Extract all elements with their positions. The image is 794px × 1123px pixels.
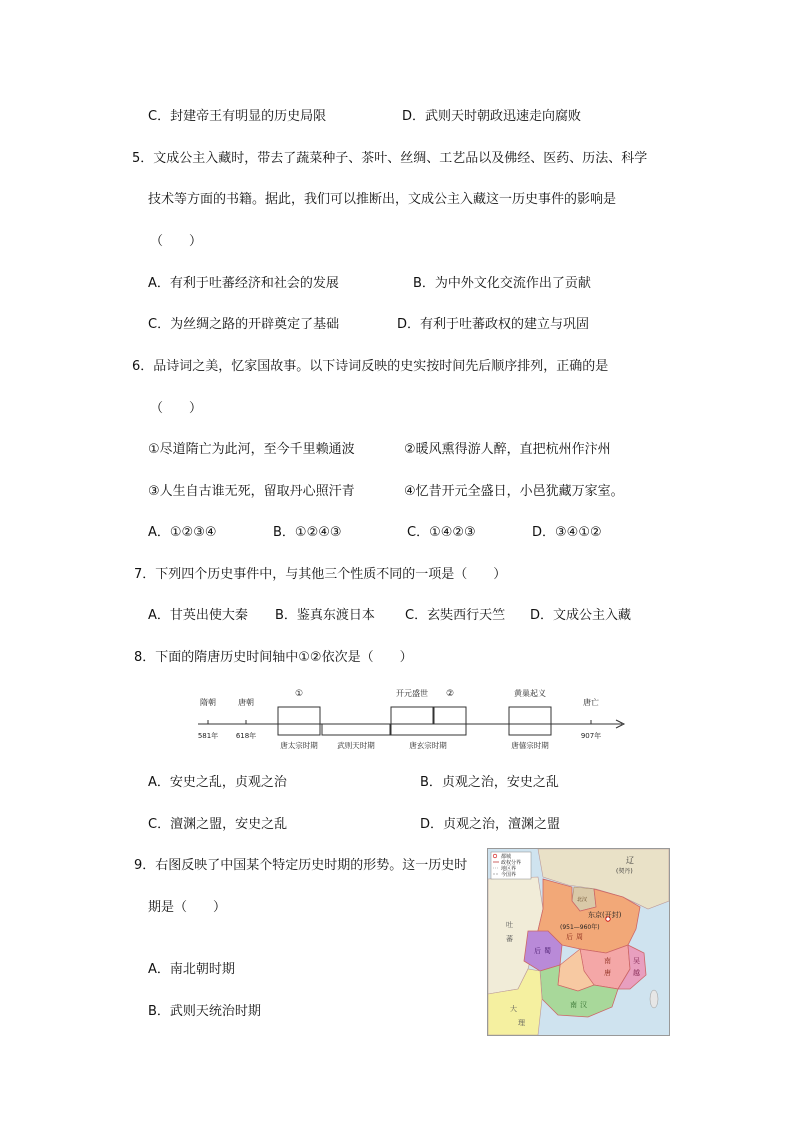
label-xuanzong: 唐玄宗时期 (409, 741, 447, 750)
q5-option-d: D．有利于吐蕃政权的建立与巩固 (397, 317, 590, 332)
label-tang: 唐朝 (238, 698, 254, 707)
label-wuyue-1: 吴 (633, 957, 640, 965)
box-huangchao (509, 707, 551, 724)
year-581: 581年 (197, 732, 219, 740)
label-dali-2: 理 (518, 1019, 525, 1027)
legend-country: 今国界 (501, 872, 517, 878)
q8-option-a: A．安史之乱，贞观之治 (148, 775, 287, 790)
box-xuanzong (391, 724, 466, 735)
year-618: 618年 (235, 732, 257, 740)
q5-option-a: A．有利于吐蕃经济和社会的发展 (148, 276, 339, 291)
q9-option-b: B．武则天统治时期 (148, 1004, 261, 1019)
q8-option-d: D．贞观之治，澶渊之盟 (420, 817, 561, 832)
label-tang-end: 唐亡 (583, 698, 599, 707)
label-wuyue-2: 越 (633, 969, 640, 977)
box-xizong (509, 724, 551, 735)
q5-option-c: C．为丝绸之路的开辟奠定了基础 (148, 317, 340, 332)
q6-poem-3: ③人生自古谁无死，留取丹心照汗青 (148, 484, 355, 499)
box-taizong (278, 724, 320, 735)
box-kaiyuan (391, 707, 433, 724)
q7-stem: 7．下列四个历史事件中，与其他三个性质不同的一项是（ ） (134, 567, 507, 582)
box-1 (278, 707, 320, 724)
q7-option-a: A．甘英出使大秦 (148, 608, 248, 623)
q9-stem-line2: 期是（ ） (148, 900, 227, 915)
label-liao-khitan: (契丹) (616, 868, 633, 875)
label-dali-1: 大 (510, 1005, 517, 1013)
q5-stem-line1: 5．文成公主入藏时，带去了蔬菜种子、茶叶、丝绸、工艺品以及佛经、医药、历法、科学 (132, 151, 648, 166)
label-houshu-2: 蜀 (544, 947, 551, 955)
box-wuzetian (322, 724, 390, 735)
label-houzhou-1: 后 (566, 933, 573, 941)
label-1: ① (294, 689, 304, 699)
q6-poem-4: ④忆昔开元全盛日，小邑犹藏万家室。 (404, 484, 624, 499)
five-dynasties-map (487, 848, 670, 1036)
q8-option-c: C．澶渊之盟，安史之乱 (148, 817, 288, 832)
label-tubo-2: 蕃 (506, 935, 513, 943)
label-wuzetian: 武则天时期 (337, 741, 375, 750)
label-kaiyuan: 开元盛世 (396, 689, 428, 698)
label-nantang-2: 唐 (604, 969, 611, 977)
q6-blank: （ ） (150, 401, 203, 416)
legend-capital: 都城 (501, 854, 512, 860)
label-2: ② (445, 689, 455, 699)
q6-poem-2: ②暖风熏得游人醉，直把杭州作汴州 (404, 442, 611, 457)
q6-option-d: D．③④①② (532, 525, 602, 540)
label-nanhan-2: 汉 (580, 1001, 587, 1009)
q6-stem: 6．品诗词之美，忆家国故事。以下诗词反映的史实按时间先后顺序排列，正确的是 (132, 359, 609, 374)
q8-stem: 8．下面的隋唐历史时间轴中①②依次是（ ） (134, 650, 413, 665)
label-xizong: 唐僖宗时期 (511, 741, 549, 750)
q4-option-c: C．封建帝王有明显的历史局限 (148, 109, 327, 124)
q9-option-a: A．南北朝时期 (148, 962, 235, 977)
label-houshu-1: 后 (534, 947, 541, 955)
sui-tang-timeline (190, 684, 635, 754)
label-liao: 辽 (626, 856, 634, 865)
box-2 (434, 707, 466, 724)
q6-option-b: B．①②④③ (273, 525, 342, 540)
q6-option-c: C．①④②③ (407, 525, 476, 540)
q5-blank: （ ） (150, 234, 203, 249)
q5-stem-line2: 技术等方面的书籍。据此，我们可以推断出，文成公主入藏这一历史事件的影响是 (148, 192, 617, 207)
q7-option-d: D．文成公主入藏 (530, 608, 632, 623)
q8-option-b: B．贞观之治，安史之乱 (420, 775, 559, 790)
q5-option-b: B．为中外文化交流作出了贡献 (413, 276, 591, 291)
q6-poem-1: ①尽道隋亡为此河，至今千里赖通波 (148, 442, 355, 457)
label-nanhan-1: 南 (570, 1001, 577, 1009)
q7-option-c: C．玄奘西行天竺 (405, 608, 506, 623)
label-period: (951—960年) (560, 924, 600, 931)
legend-area: 地区界 (501, 866, 517, 872)
label-houzhou-2: 周 (576, 933, 583, 941)
label-capital: 东京(开封) (588, 911, 622, 919)
q6-option-a: A．①②③④ (148, 525, 217, 540)
year-907: 907年 (580, 732, 602, 740)
legend-border: 政权分界 (501, 860, 522, 866)
label-taizong: 唐太宗时期 (280, 741, 318, 750)
label-nantang-1: 南 (604, 957, 611, 965)
q9-stem-line1: 9．右图反映了中国某个特定历史时期的形势。这一历史时 (134, 858, 468, 873)
island-taiwan (650, 990, 658, 1008)
q7-option-b: B．鉴真东渡日本 (275, 608, 375, 623)
label-beihan: 北汉 (577, 897, 588, 903)
label-sui: 隋朝 (200, 698, 216, 707)
label-huangchao: 黄巢起义 (514, 689, 546, 698)
label-tubo-1: 吐 (506, 921, 513, 929)
q4-option-d: D．武则天时朝政迅速走向腐败 (402, 109, 582, 124)
